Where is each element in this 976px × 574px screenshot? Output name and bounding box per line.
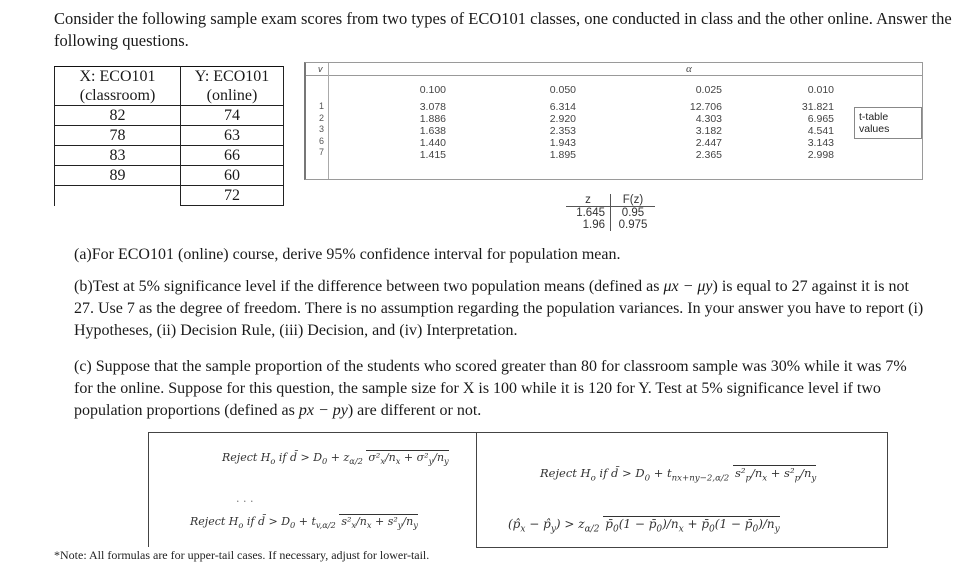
table-row: 78 63	[55, 126, 284, 146]
intro-text: Consider the following sample exam scores from two types of ECO101 classes, one conducted in class and the other online. Answer the following questions.	[54, 9, 952, 50]
formula-z-diff-means: Reject $H_o$ if d̄ > $D_0 + z_{\alpha/2}$ $\sigma^2_x/n_x + \sigma^2_y/n_y$	[222, 451, 449, 467]
scores-table	[54, 66, 284, 206]
t-table-v-label: v	[318, 64, 323, 74]
table-row: 83 66	[55, 146, 284, 166]
header-x: X: ECO101 (classroom)	[55, 67, 181, 106]
question-a: (a)For ECO101 (online) course, derive 95% confidence interval for population mean.	[74, 246, 621, 263]
t-table-df-column: 1 2 3 6 7	[319, 101, 325, 157]
table-row: 72	[55, 186, 284, 206]
table-row: 1.645 0.95	[566, 207, 655, 220]
t-table-column: 0.050 6.314 2.920 2.353 1.943 1.895	[549, 84, 576, 161]
ellipsis: . . .	[236, 492, 254, 505]
table-row: 1.96 0.975	[566, 219, 655, 231]
question-b: (b)Test at 5% significance level if the difference between two population means (defined as μx − μy) is equal to 27 against it is not 27. Use 7 as the degree of freedom. There is no assumption regarding the population variances. In your answer you have to report (i) Hypotheses, (ii) Decision Rule, (iii) Decision, and (iv) Interpretation.	[74, 278, 924, 339]
t-table-panel	[304, 62, 923, 180]
question-c: (c) Suppose that the sample proportion of the students who scored greater than 80 for classroom sample was 30% while it was 7% for the online. Suppose for this question, the sample size for X is 100 while it is 120 for Y. Test at 5% significance level if two population proportions (defined as px − py) are different or not.	[74, 358, 907, 419]
t-table-alpha-label: α	[686, 63, 692, 75]
footnote: *Note: All formulas are for upper-tail cases. If necessary, adjust for lower-tail.	[54, 548, 430, 562]
z-table: z F(z) 1.645 0.95 1.96 0.975	[566, 194, 655, 231]
t-table-column: 0.025 12.706 4.303 3.182 2.447 2.365	[689, 84, 722, 161]
t-table-column: 0.100 3.078 1.886 1.638 1.440 1.415	[419, 84, 446, 161]
formula-t-diff-means: Reject $H_o$ if d̄ > $D_0 + t_{v,\alpha/2}$ $s^2_x/n_x + s^2_y/n_y$	[190, 515, 418, 531]
table-row: 89 60	[55, 166, 284, 186]
formula-proportions: ($p̂_x$ − $p̂_y) > z_{\alpha/2}$ $p̄_0(1$ − $p̄_0)/n_x$ + $p̄_0(1$ − $p̄_0)/n_y$	[508, 517, 780, 535]
table-row: 82 74	[55, 106, 284, 126]
t-table-column: 0.010 31.821 6.965 4.541 3.143 2.998	[801, 84, 834, 161]
formula-t-pooled: Reject $H_o$ if d̄ > $D_0 + t_{nx+ny-2,\alpha/2}$ $s^2_p/n_x + s^2_p/n_y$	[540, 466, 817, 484]
t-table-values-label: t-table values	[854, 107, 922, 139]
header-y: Y: ECO101 (online)	[181, 67, 284, 106]
